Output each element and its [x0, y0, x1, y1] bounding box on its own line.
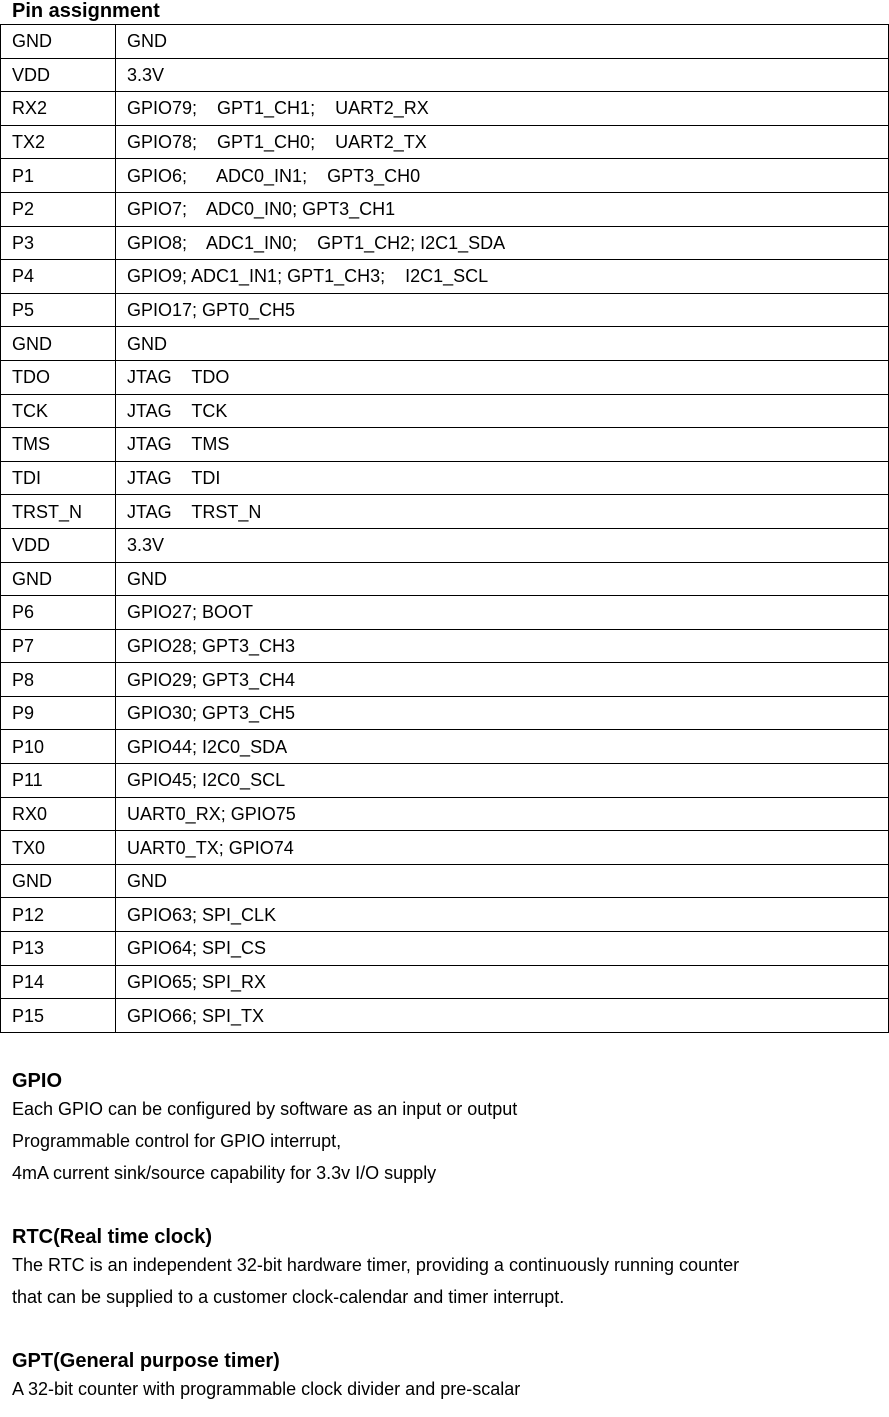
- pin-name-cell: TDI: [1, 461, 116, 495]
- pin-row: [1, 360, 889, 394]
- pin-function-cell: JTAG TCK: [116, 394, 889, 428]
- pin-row: [1, 293, 889, 327]
- pin-function-cell: GPIO66; SPI_TX: [116, 999, 889, 1033]
- pin-row: [1, 92, 889, 126]
- pin-name-cell: P6: [1, 596, 116, 630]
- gpt-title: GPT(General purpose timer): [12, 1349, 280, 1372]
- pin-function-cell: GND: [116, 562, 889, 596]
- pin-function-cell: GPIO44; I2C0_SDA: [116, 730, 889, 764]
- pin-row: [1, 864, 889, 898]
- pin-row: [1, 831, 889, 865]
- pin-name-cell: P15: [1, 999, 116, 1033]
- pin-function-cell: GPIO45; I2C0_SCL: [116, 764, 889, 798]
- pin-name-cell: TX0: [1, 831, 116, 865]
- pin-function-cell: GPIO30; GPT3_CH5: [116, 696, 889, 730]
- pin-name-cell: VDD: [1, 58, 116, 92]
- pin-function-cell: GPIO17; GPT0_CH5: [116, 293, 889, 327]
- pin-name-cell: P12: [1, 898, 116, 932]
- gpio-line: 4mA current sink/source capability for 3.3v I/O supply: [12, 1162, 437, 1183]
- pin-row: [1, 999, 889, 1033]
- pin-name-cell: P10: [1, 730, 116, 764]
- pin-function-cell: GPIO63; SPI_CLK: [116, 898, 889, 932]
- pin-row: [1, 562, 889, 596]
- pin-function-cell: GPIO29; GPT3_CH4: [116, 663, 889, 697]
- pin-name-cell: RX2: [1, 92, 116, 126]
- pin-name-cell: TRST_N: [1, 495, 116, 529]
- pin-row: [1, 125, 889, 159]
- pin-name-cell: P5: [1, 293, 116, 327]
- gpt-line: A 32-bit counter with programmable clock divider and pre-scalar: [12, 1378, 521, 1399]
- pin-row: [1, 428, 889, 462]
- pin-name-cell: P14: [1, 965, 116, 999]
- pin-function-cell: 3.3V: [116, 58, 889, 92]
- rtc-section: [0, 1225, 889, 1313]
- pin-name-cell: P3: [1, 226, 116, 260]
- pin-function-cell: GND: [116, 864, 889, 898]
- pin-function-cell: GPIO27; BOOT: [116, 596, 889, 630]
- pin-row: [1, 730, 889, 764]
- pin-row: [1, 327, 889, 361]
- pin-name-cell: P8: [1, 663, 116, 697]
- pin-row: [1, 696, 889, 730]
- pin-function-cell: GPIO65; SPI_RX: [116, 965, 889, 999]
- pin-assignment-title: Pin assignment: [12, 0, 160, 22]
- pin-name-cell: VDD: [1, 528, 116, 562]
- pin-name-cell: TX2: [1, 125, 116, 159]
- pin-row: [1, 25, 889, 59]
- pin-row: [1, 764, 889, 798]
- pin-row: [1, 932, 889, 966]
- pin-row: [1, 192, 889, 226]
- pin-name-cell: GND: [1, 327, 116, 361]
- pin-function-cell: GPIO7; ADC0_IN0; GPT3_CH1: [116, 192, 889, 226]
- pin-name-cell: P4: [1, 260, 116, 294]
- pin-name-cell: P1: [1, 159, 116, 193]
- pin-function-cell: GPIO8; ADC1_IN0; GPT1_CH2; I2C1_SDA: [116, 226, 889, 260]
- pin-name-cell: P2: [1, 192, 116, 226]
- pin-row: [1, 596, 889, 630]
- pin-function-cell: JTAG TDO: [116, 360, 889, 394]
- pin-row: [1, 965, 889, 999]
- rtc-title: RTC(Real time clock): [12, 1225, 213, 1248]
- rtc-line: The RTC is an independent 32-bit hardware timer, providing a continuously running counter: [12, 1254, 740, 1275]
- pin-assignment-table: [0, 24, 889, 1033]
- pin-function-cell: GPIO28; GPT3_CH3: [116, 629, 889, 663]
- pin-function-cell: GPIO79; GPT1_CH1; UART2_RX: [116, 92, 889, 126]
- pin-row: [1, 394, 889, 428]
- pin-name-cell: RX0: [1, 797, 116, 831]
- pin-name-cell: GND: [1, 562, 116, 596]
- pin-row: [1, 495, 889, 529]
- gpio-section: [0, 1069, 889, 1189]
- pin-name-cell: P7: [1, 629, 116, 663]
- pin-name-cell: P11: [1, 764, 116, 798]
- pin-name-cell: GND: [1, 864, 116, 898]
- pin-row: [1, 528, 889, 562]
- pin-function-cell: UART0_RX; GPIO75: [116, 797, 889, 831]
- pin-name-cell: P13: [1, 932, 116, 966]
- pin-function-cell: JTAG TMS: [116, 428, 889, 462]
- rtc-line: that can be supplied to a customer clock-calendar and timer interrupt.: [12, 1286, 565, 1307]
- pin-row: [1, 898, 889, 932]
- pin-name-cell: GND: [1, 25, 116, 59]
- pin-function-cell: GPIO64; SPI_CS: [116, 932, 889, 966]
- pin-name-cell: TCK: [1, 394, 116, 428]
- gpio-line: Each GPIO can be configured by software as an input or output: [12, 1098, 518, 1119]
- pin-function-cell: 3.3V: [116, 528, 889, 562]
- pin-row: [1, 226, 889, 260]
- pin-table-body: [1, 25, 889, 1033]
- pin-row: [1, 797, 889, 831]
- pin-row: [1, 461, 889, 495]
- pin-name-cell: P9: [1, 696, 116, 730]
- pin-function-cell: GPIO78; GPT1_CH0; UART2_TX: [116, 125, 889, 159]
- pin-function-cell: JTAG TRST_N: [116, 495, 889, 529]
- pin-function-cell: JTAG TDI: [116, 461, 889, 495]
- pin-row: [1, 629, 889, 663]
- pin-function-cell: GPIO6; ADC0_IN1; GPT3_CH0: [116, 159, 889, 193]
- pin-row: [1, 58, 889, 92]
- pin-name-cell: TMS: [1, 428, 116, 462]
- pin-function-cell: GND: [116, 25, 889, 59]
- pin-name-cell: TDO: [1, 360, 116, 394]
- pin-row: [1, 260, 889, 294]
- pin-row: [1, 159, 889, 193]
- gpio-title: GPIO: [12, 1069, 63, 1092]
- pin-row: [1, 663, 889, 697]
- pin-function-cell: GND: [116, 327, 889, 361]
- pin-function-cell: GPIO9; ADC1_IN1; GPT1_CH3; I2C1_SCL: [116, 260, 889, 294]
- gpio-line: Programmable control for GPIO interrupt,: [12, 1130, 342, 1151]
- gpt-section: [0, 1349, 889, 1405]
- pin-function-cell: UART0_TX; GPIO74: [116, 831, 889, 865]
